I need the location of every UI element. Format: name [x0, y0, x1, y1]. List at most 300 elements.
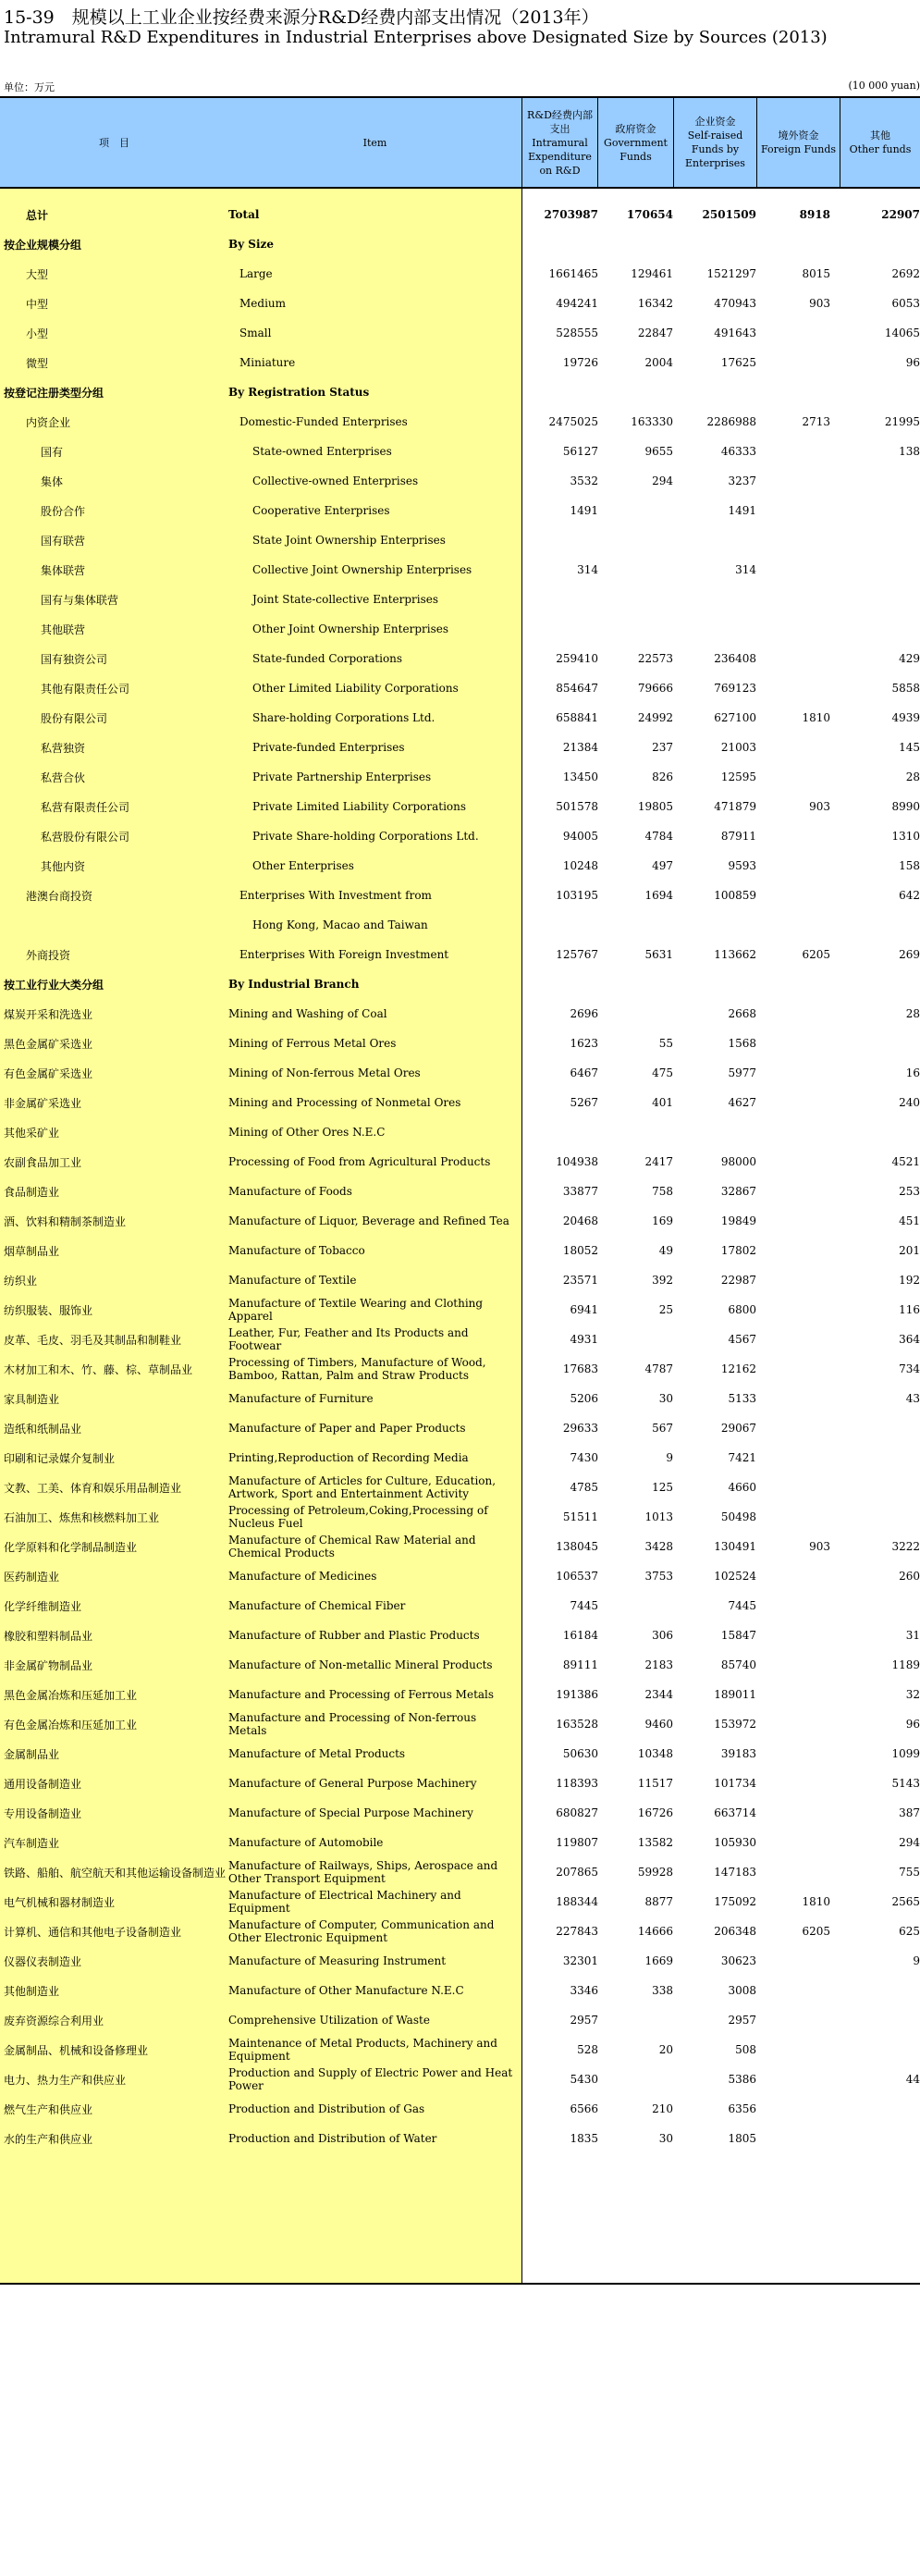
row-value: 192 — [899, 1274, 920, 1287]
table-row — [0, 851, 920, 881]
row-value — [766, 525, 830, 555]
table-row — [0, 466, 920, 496]
row-value: 7445 — [570, 1599, 598, 1612]
row-value: 163528 — [556, 1718, 598, 1731]
row-value — [766, 881, 830, 910]
row-value — [766, 969, 830, 999]
row-value: 39183 — [720, 1747, 756, 1760]
table-row — [0, 1177, 920, 1206]
row-value: 642 — [899, 889, 920, 902]
row-value — [524, 1117, 598, 1147]
row-value: 5631 — [644, 948, 673, 961]
row-value: 3222 — [891, 1540, 920, 1553]
row-value: 903 — [809, 1540, 830, 1553]
row-value: 1810 — [802, 711, 830, 724]
row-value — [608, 1117, 673, 1147]
row-value: 9 — [666, 1451, 673, 1464]
row-value: 269 — [899, 948, 920, 961]
row-value: 30 — [658, 1392, 673, 1405]
row-label-en: Manufacture of Automobile — [228, 1836, 384, 1849]
row-value — [608, 969, 673, 999]
row-label-cn: 私营有限责任公司 — [41, 800, 130, 814]
row-value: 25 — [658, 1303, 673, 1316]
row-value: 32301 — [562, 1954, 598, 1967]
row-label-en: Mining and Washing of Coal — [228, 1007, 387, 1020]
row-value: 4939 — [891, 711, 920, 724]
row-label-en: Hong Kong, Macao and Taiwan — [252, 918, 428, 931]
header-col-foreign — [756, 98, 840, 187]
row-value: 14065 — [884, 327, 920, 339]
row-value — [608, 496, 673, 525]
table-row — [0, 1887, 920, 1917]
row-value: 4785 — [570, 1481, 598, 1494]
row-value: 5133 — [728, 1392, 756, 1405]
row-value: 28 — [905, 1007, 920, 1020]
row-value — [766, 1473, 830, 1502]
table-row — [0, 1147, 920, 1177]
table-row — [0, 1384, 920, 1413]
row-label-cn: 食品制造业 — [4, 1185, 60, 1199]
row-label-en: Joint State-collective Enterprises — [252, 593, 439, 606]
row-value — [846, 525, 920, 555]
row-value: 22987 — [720, 1274, 756, 1287]
row-value — [846, 910, 920, 940]
row-value: 4521 — [891, 1155, 920, 1168]
table-row — [0, 2094, 920, 2124]
row-label-en: State-owned Enterprises — [252, 445, 392, 458]
row-value: 3753 — [644, 1570, 673, 1583]
row-label-en: Other Limited Liability Corporations — [252, 682, 459, 695]
row-value — [766, 1325, 830, 1354]
row-label-en: Manufacture of Metal Products — [228, 1747, 406, 1760]
page-title-en: Intramural R&D Expenditures in Industrial Enterprises above Designated Size by Sources (2013) — [4, 28, 828, 47]
row-value: 528 — [577, 2043, 598, 2056]
row-value: 17802 — [720, 1244, 756, 1257]
row-value: 175092 — [714, 1895, 756, 1908]
row-value: 101734 — [714, 1777, 756, 1790]
row-value — [682, 910, 756, 940]
row-value: 7445 — [728, 1599, 756, 1612]
row-value: 2286988 — [706, 415, 756, 428]
row-value: 314 — [735, 563, 756, 576]
row-label-en: Processing of Petroleum,Coking,Processing of Nucleus Fuel — [228, 1504, 488, 1530]
row-label-en: Manufacture and Processing of Non-ferrous Metals — [228, 1711, 477, 1737]
table-header — [0, 98, 920, 189]
row-value: 20 — [658, 2043, 673, 2056]
row-label-cn: 私营独资 — [41, 741, 86, 755]
row-label-en: Comprehensive Utilization of Waste — [228, 2014, 430, 2027]
row-value — [682, 525, 756, 555]
row-value: 5267 — [570, 1096, 598, 1109]
row-value: 2501509 — [702, 208, 756, 221]
row-label-en: Total — [228, 208, 260, 221]
row-value: 1810 — [802, 1895, 830, 1908]
row-value: 2957 — [728, 2014, 756, 2027]
table-row — [0, 1857, 920, 1887]
row-value: 1189 — [891, 1658, 920, 1671]
row-value: 24992 — [637, 711, 673, 724]
table-row — [0, 1917, 920, 1946]
row-value — [846, 555, 920, 585]
row-value: 130491 — [714, 1540, 756, 1553]
table-row — [0, 229, 920, 259]
table-row — [0, 1769, 920, 1798]
row-value — [846, 1502, 920, 1532]
row-label-en: Miniature — [239, 356, 296, 369]
row-value: 13450 — [562, 770, 598, 783]
row-value: 392 — [652, 1274, 673, 1287]
row-value: 191386 — [556, 1688, 598, 1701]
table-row — [0, 377, 920, 407]
row-value — [766, 466, 830, 496]
row-value: 18052 — [562, 1244, 598, 1257]
row-value: 14666 — [637, 1925, 673, 1938]
row-value: 567 — [652, 1422, 673, 1435]
table-row — [0, 1325, 920, 1354]
row-value — [766, 821, 830, 851]
row-value: 210 — [652, 2102, 673, 2115]
table-row — [0, 1650, 920, 1680]
table-row — [0, 614, 920, 644]
table-row — [0, 1058, 920, 1088]
row-label-cn: 仪器仪表制造业 — [4, 1954, 82, 1968]
row-value — [846, 1591, 920, 1621]
row-value: 201 — [899, 1244, 920, 1257]
row-label-en: Manufacture of Paper and Paper Products — [228, 1422, 466, 1435]
row-value — [766, 999, 830, 1029]
row-value: 2417 — [644, 1155, 673, 1168]
data-table — [0, 96, 920, 2285]
row-label-cn: 微型 — [26, 356, 49, 370]
row-label-cn: 计算机、通信和其他电子设备制造业 — [4, 1925, 182, 1939]
row-value: 21003 — [720, 741, 756, 754]
row-label-en: Manufacture of Tobacco — [228, 1244, 365, 1257]
row-label-cn: 国有独资公司 — [41, 652, 108, 666]
row-value — [766, 1413, 830, 1443]
row-value — [524, 969, 598, 999]
table-row — [0, 1029, 920, 1058]
table-row — [0, 1828, 920, 1857]
row-value — [846, 2124, 920, 2153]
row-label-cn: 皮革、毛皮、羽毛及其制品和制鞋业 — [4, 1333, 182, 1347]
table-row — [0, 1206, 920, 1236]
table-row — [0, 1413, 920, 1443]
row-value — [846, 2035, 920, 2064]
row-value — [766, 1117, 830, 1147]
row-label-en: Private-funded Enterprises — [252, 741, 405, 754]
table-row — [0, 1798, 920, 1828]
row-value — [608, 910, 673, 940]
row-value: 10248 — [562, 859, 598, 872]
row-label-cn: 内资企业 — [26, 415, 71, 429]
row-label-cn: 化学纤维制造业 — [4, 1599, 82, 1613]
row-value — [766, 673, 830, 703]
unit-label-cn: 单位：万元 — [4, 81, 55, 93]
header-item-en-label: Item — [362, 136, 387, 149]
row-label-cn: 黑色金属矿采选业 — [4, 1037, 93, 1051]
row-value — [846, 585, 920, 614]
row-value: 145 — [899, 741, 920, 754]
row-value — [766, 1650, 830, 1680]
row-value: 2183 — [644, 1658, 673, 1671]
row-value: 680827 — [556, 1806, 598, 1819]
row-label-cn: 有色金属矿采选业 — [4, 1066, 93, 1080]
row-value: 4660 — [728, 1481, 756, 1494]
header-col-cn: 境外资金 — [778, 129, 819, 142]
row-value: 4931 — [570, 1333, 598, 1346]
row-label-en: Mining and Processing of Nonmetal Ores — [228, 1096, 461, 1109]
row-value — [766, 1769, 830, 1798]
row-value — [608, 2064, 673, 2094]
table-row — [0, 703, 920, 733]
row-value: 7430 — [570, 1451, 598, 1464]
row-value: 106537 — [556, 1570, 598, 1583]
table-row — [0, 2035, 920, 2064]
row-value: 528555 — [556, 327, 598, 339]
row-label-cn: 酒、饮料和精制茶制造业 — [4, 1214, 127, 1228]
row-value: 338 — [652, 1984, 673, 1997]
table-row — [0, 969, 920, 999]
table-row — [0, 762, 920, 792]
table-row — [0, 525, 920, 555]
row-value — [766, 910, 830, 940]
row-value: 79666 — [637, 682, 673, 695]
row-label-en: Small — [239, 327, 272, 339]
row-value: 758 — [652, 1185, 673, 1198]
row-value: 9 — [913, 1954, 920, 1967]
unit-label-en: (10 000 yuan) — [848, 80, 920, 92]
row-value: 306 — [652, 1629, 673, 1642]
row-value: 9460 — [644, 1718, 673, 1731]
row-label-en: Printing,Reproduction of Recording Media — [228, 1451, 469, 1464]
row-value: 56127 — [562, 445, 598, 458]
table-row — [0, 1561, 920, 1591]
table-row — [0, 792, 920, 821]
row-label-cn: 其他采矿业 — [4, 1126, 60, 1140]
row-label-en: By Registration Status — [228, 386, 370, 399]
table-row — [0, 1591, 920, 1621]
row-value: 22907 — [881, 208, 920, 221]
row-value: 206348 — [714, 1925, 756, 1938]
row-value: 1661465 — [548, 267, 598, 280]
row-label-cn: 烟草制品业 — [4, 1244, 60, 1258]
row-value: 1805 — [728, 2132, 756, 2145]
row-value: 4567 — [728, 1333, 756, 1346]
row-value: 1310 — [891, 830, 920, 843]
row-value — [766, 614, 830, 644]
row-label-en: Private Share-holding Corporations Ltd. — [252, 830, 479, 843]
row-value — [766, 2005, 830, 2035]
row-value: 11517 — [637, 1777, 673, 1790]
row-label-en: Production and Distribution of Gas — [228, 2102, 425, 2115]
row-value: 3532 — [570, 475, 598, 487]
table-row — [0, 1354, 920, 1384]
row-label-en: Mining of Non-ferrous Metal Ores — [228, 1066, 421, 1079]
row-label-en: Processing of Timbers, Manufacture of Wood, Bamboo, Rattan, Palm and Straw Products — [228, 1356, 486, 1382]
row-value: 129461 — [631, 267, 673, 280]
row-value — [846, 2005, 920, 2035]
row-value — [524, 585, 598, 614]
row-value: 364 — [899, 1333, 920, 1346]
table-row — [0, 407, 920, 437]
row-label-cn: 石油加工、炼焦和核燃料加工业 — [4, 1510, 160, 1524]
row-value: 31 — [905, 1629, 920, 1642]
row-label-cn: 外商投资 — [26, 948, 71, 962]
row-value: 2957 — [570, 2014, 598, 2027]
row-value — [608, 1325, 673, 1354]
row-value — [766, 851, 830, 881]
row-value: 21384 — [562, 741, 598, 754]
row-value: 29633 — [562, 1422, 598, 1435]
row-value: 6053 — [891, 297, 920, 310]
header-col-cn: 政府资金 — [615, 122, 656, 135]
row-label-en: Manufacture of Medicines — [228, 1570, 377, 1583]
table-row — [0, 1236, 920, 1265]
row-label-en: Collective Joint Ownership Enterprises — [252, 563, 472, 576]
header-col-intramural — [521, 98, 597, 187]
row-value: 20468 — [562, 1214, 598, 1227]
row-value — [766, 1857, 830, 1887]
row-value: 8990 — [891, 800, 920, 813]
row-value — [766, 1709, 830, 1739]
row-label-en: Manufacture of Chemical Raw Material and Chemical Products — [228, 1534, 476, 1559]
row-value: 15847 — [720, 1629, 756, 1642]
row-value: 8877 — [644, 1895, 673, 1908]
row-value: 96 — [905, 356, 920, 369]
row-value — [846, 377, 920, 407]
row-value: 903 — [809, 800, 830, 813]
row-label-cn: 其他联营 — [41, 622, 86, 636]
row-label-en: Enterprises With Investment from — [239, 889, 432, 902]
row-label-cn: 木材加工和木、竹、藤、棕、草制品业 — [4, 1362, 193, 1376]
row-value — [524, 377, 598, 407]
header-col-en: Other funds — [849, 143, 912, 155]
row-label-en: By Industrial Branch — [228, 978, 360, 991]
row-value: 30623 — [720, 1954, 756, 1967]
row-value: 44 — [905, 2073, 920, 2086]
row-value: 188344 — [556, 1895, 598, 1908]
row-value — [766, 437, 830, 466]
row-label-en: Processing of Food from Agricultural Products — [228, 1155, 491, 1168]
row-value: 19726 — [562, 356, 598, 369]
row-label-en: Cooperative Enterprises — [252, 504, 390, 517]
row-value — [766, 1058, 830, 1088]
row-value: 9655 — [644, 445, 673, 458]
row-value — [766, 1946, 830, 1976]
row-label-en: Production and Supply of Electric Power and Heat Power — [228, 2066, 513, 2092]
table-row — [0, 2064, 920, 2094]
row-label-en: Manufacture of Chemical Fiber — [228, 1599, 406, 1612]
row-label-cn: 煤炭开采和洗选业 — [4, 1007, 93, 1021]
row-value: 28 — [905, 770, 920, 783]
row-label-en: Private Partnership Enterprises — [252, 770, 432, 783]
header-item-cn-label: 项 目 — [99, 136, 129, 149]
row-label-cn: 大型 — [26, 267, 49, 281]
row-value: 1623 — [570, 1037, 598, 1050]
row-value: 429 — [899, 652, 920, 665]
row-value — [524, 525, 598, 555]
row-value: 259410 — [556, 652, 598, 665]
row-value: 769123 — [714, 682, 756, 695]
row-label-cn: 电力、热力生产和供应业 — [4, 2073, 127, 2087]
row-value: 2344 — [644, 1688, 673, 1701]
row-value: 51511 — [562, 1510, 598, 1523]
row-value — [766, 348, 830, 377]
row-label-cn: 橡胶和塑料制品业 — [4, 1629, 93, 1643]
row-value — [846, 229, 920, 259]
row-value — [608, 1591, 673, 1621]
row-label-en: Share-holding Corporations Ltd. — [252, 711, 435, 724]
row-value — [682, 969, 756, 999]
row-value: 6800 — [728, 1303, 756, 1316]
table-row — [0, 1088, 920, 1117]
row-value: 6205 — [802, 948, 830, 961]
row-value — [766, 1206, 830, 1236]
row-value: 3428 — [644, 1540, 673, 1553]
row-value: 12162 — [720, 1362, 756, 1375]
row-value: 55 — [658, 1037, 673, 1050]
page-title-cn: 15-39 规模以上工业企业按经费来源分R&D经费内部支出情况（2013年） — [4, 7, 599, 28]
row-value: 1099 — [891, 1747, 920, 1760]
row-value: 5206 — [570, 1392, 598, 1405]
row-label-cn: 非金属矿采选业 — [4, 1096, 82, 1110]
row-label-cn: 私营股份有限公司 — [41, 830, 130, 844]
row-value: 94005 — [562, 830, 598, 843]
table-row — [0, 1265, 920, 1295]
row-value — [608, 585, 673, 614]
row-value: 491643 — [714, 327, 756, 339]
row-value — [766, 644, 830, 673]
row-label-en: Manufacture and Processing of Ferrous Metals — [228, 1688, 495, 1701]
header-col-self-raised — [673, 98, 756, 187]
row-label-en: State-funded Corporations — [252, 652, 403, 665]
row-label-cn: 通用设备制造业 — [4, 1777, 82, 1791]
row-value — [766, 1088, 830, 1117]
row-value: 16342 — [637, 297, 673, 310]
row-label-en: Manufacture of Textile Wearing and Clothing Apparel — [228, 1297, 484, 1323]
row-value: 6356 — [728, 2102, 756, 2115]
row-value — [846, 1029, 920, 1058]
row-value: 138 — [899, 445, 920, 458]
row-value: 100859 — [714, 889, 756, 902]
row-label-cn: 金属制品业 — [4, 1747, 60, 1761]
row-value — [846, 969, 920, 999]
row-label-cn: 其他内资 — [41, 859, 86, 873]
row-value: 50630 — [562, 1747, 598, 1760]
row-value — [682, 377, 756, 407]
row-value: 294 — [652, 475, 673, 487]
row-label-cn: 国有 — [41, 445, 64, 459]
row-label-cn: 化学原料和化学制品制造业 — [4, 1540, 138, 1554]
row-value — [682, 585, 756, 614]
row-label-en: Other Enterprises — [252, 859, 354, 872]
table-row — [0, 1739, 920, 1769]
row-value — [682, 229, 756, 259]
header-item-cn — [0, 98, 228, 187]
table-row — [0, 1621, 920, 1650]
row-value: 32 — [905, 1688, 920, 1701]
row-label-en: Manufacture of Textile — [228, 1274, 357, 1287]
row-value: 625 — [899, 1925, 920, 1938]
table-row — [0, 1946, 920, 1976]
row-value: 49 — [658, 1244, 673, 1257]
row-value: 16184 — [562, 1629, 598, 1642]
row-value — [846, 1413, 920, 1443]
row-value: 46333 — [720, 445, 756, 458]
row-label-en: Other Joint Ownership Enterprises — [252, 622, 448, 635]
row-value: 6205 — [802, 1925, 830, 1938]
header-col-government — [597, 98, 673, 187]
